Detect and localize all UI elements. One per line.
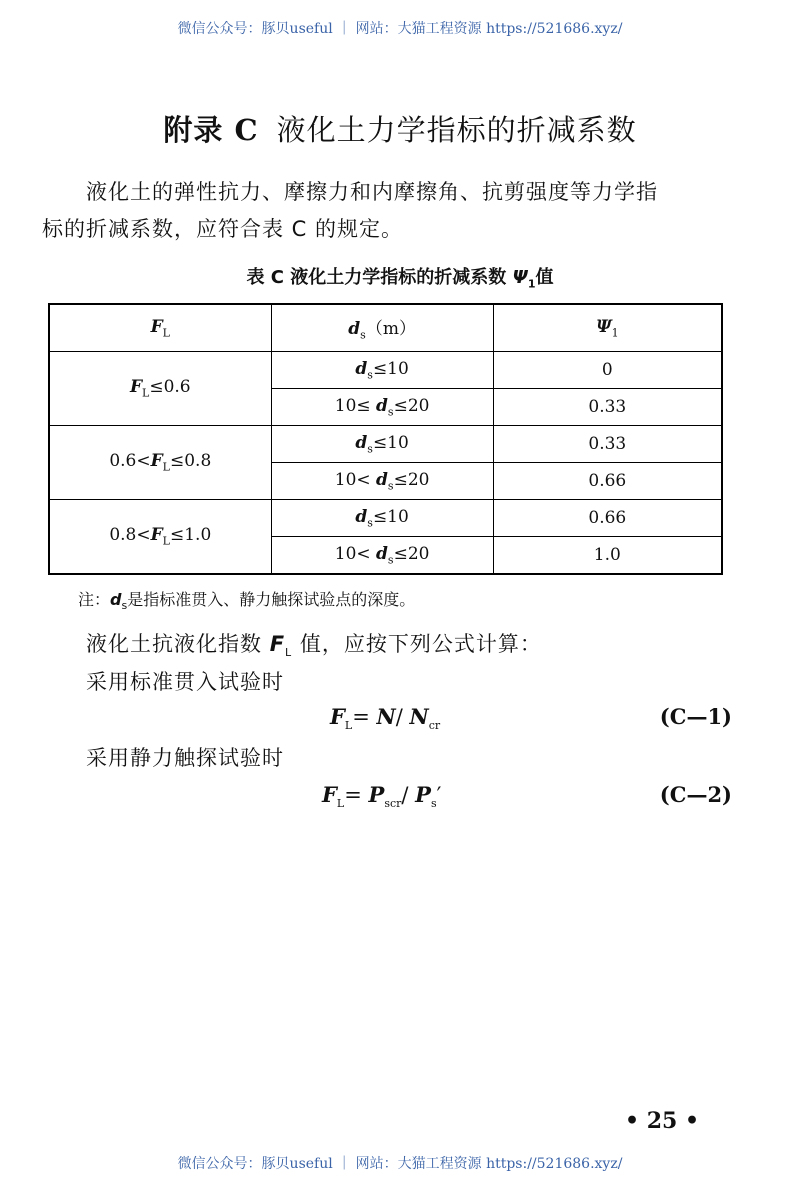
text-segment: ≤20: [393, 395, 430, 416]
text-segment: F: [150, 525, 163, 546]
equation-number-c2: (C—2): [659, 782, 732, 807]
header-ds: [271, 304, 493, 352]
text-segment: /: [401, 783, 416, 807]
intro-line-1: 液化土的弹性抗力、摩擦力和内摩擦角、抗剪强度等力学指: [86, 180, 658, 204]
text-segment: d: [376, 469, 388, 490]
text-segment: cr: [428, 719, 441, 733]
text-segment: =: [344, 783, 369, 807]
text-segment: ≤10: [372, 358, 409, 379]
header-fl: [49, 304, 271, 352]
text-segment: Ψ: [596, 316, 612, 337]
depth-range-cell: [271, 389, 493, 426]
text-segment: L: [162, 534, 170, 548]
fl-range-cell: [49, 426, 271, 500]
text-segment: ≤20: [393, 469, 430, 490]
psi-value-cell: 0.66: [493, 500, 722, 537]
psi-value-cell: 1.0: [493, 537, 722, 575]
text-segment: ≤20: [393, 543, 430, 564]
table-header-row: [49, 304, 722, 352]
fl-range-cell: [49, 500, 271, 575]
table-note: [78, 587, 415, 612]
appendix-title-text: 液化土力学指标的折减系数: [276, 113, 637, 147]
page-number: • 25 •: [625, 1108, 700, 1134]
table-row: [49, 500, 722, 537]
caption-sub: 1: [527, 277, 536, 291]
watermark-bottom: 微信公众号：豚贝useful ｜ 网站：大猫工程资源 https://521686.xyz/: [177, 1156, 623, 1172]
text-segment: d: [355, 432, 368, 453]
text-segment: N: [409, 704, 429, 729]
text-segment: 10<: [334, 543, 377, 564]
text-segment: 注：: [78, 590, 111, 609]
equation-number-c1: (C—1): [659, 704, 732, 729]
psi-value-cell: 0.33: [493, 426, 722, 463]
text-segment: ′: [436, 783, 442, 807]
text-segment: 是指标准贯入、静力触探试验点的深度。: [127, 590, 416, 609]
text-segment: ≤1.0: [169, 525, 212, 546]
text-segment: /: [395, 705, 410, 729]
text-segment: F: [150, 451, 163, 472]
text-segment: s: [360, 328, 366, 342]
text-segment: 0.6<: [109, 451, 151, 472]
text-segment: L: [162, 326, 170, 340]
text-segment: L: [285, 646, 293, 660]
intro-line-2: 标的折减系数，应符合表 C 的规定。: [42, 217, 404, 241]
text-segment: ≤0.6: [149, 377, 191, 398]
text-segment: s: [430, 797, 437, 811]
formula-c2: [322, 782, 441, 810]
depth-range-cell: [271, 426, 493, 463]
caption-post: 值: [535, 267, 554, 288]
text-segment: L: [344, 719, 353, 733]
cpt-line: 采用静力触探试验时: [86, 746, 284, 770]
text-segment: ≤0.8: [169, 451, 212, 472]
text-segment: d: [355, 358, 368, 379]
text-segment: ≤10: [372, 432, 409, 453]
text-segment: 液化土抗液化指数: [86, 632, 270, 656]
text-segment: 值，应按下列公式计算：: [292, 632, 542, 656]
text-segment: F: [322, 782, 337, 807]
text-segment: =: [352, 705, 377, 729]
text-segment: F: [330, 704, 345, 729]
psi-value-cell: 0.33: [493, 389, 722, 426]
fl-range-cell: [49, 352, 271, 426]
header-psi: [493, 304, 722, 352]
text-segment: （m）: [365, 319, 416, 340]
text-segment: L: [336, 797, 345, 811]
table-row: [49, 352, 722, 389]
text-segment: s: [387, 553, 394, 567]
text-segment: 1: [611, 326, 619, 340]
text-segment: F: [150, 316, 163, 337]
appendix-title: [0, 108, 800, 149]
formula-c1: [330, 704, 440, 732]
text-segment: scr: [384, 797, 402, 811]
depth-range-cell: [271, 463, 493, 500]
text-segment: 10≤: [334, 395, 377, 416]
psi-value-cell: 0.66: [493, 463, 722, 500]
spt-line: 采用标准贯入试验时: [86, 670, 284, 694]
text-segment: 10<: [334, 469, 377, 490]
caption-var: Ψ: [512, 267, 528, 288]
depth-range-cell: [271, 352, 493, 389]
table-caption: [0, 263, 800, 291]
text-segment: d: [376, 395, 388, 416]
text-segment: s: [387, 479, 394, 493]
depth-range-cell: [271, 500, 493, 537]
text-segment: L: [162, 460, 170, 474]
watermark-top: 微信公众号：豚贝useful ｜ 网站：大猫工程资源 https://521686.xyz/: [177, 21, 623, 37]
text-segment: ≤10: [372, 506, 409, 527]
table-row: [49, 426, 722, 463]
text-segment: N: [376, 704, 396, 729]
caption-text: 表 C 液化土力学指标的折减系数: [246, 267, 507, 288]
text-segment: s: [387, 405, 394, 419]
intro-paragraph: [42, 174, 736, 248]
reduction-factor-table: [48, 303, 723, 575]
text-segment: s: [121, 599, 128, 613]
text-segment: P: [415, 782, 431, 807]
depth-range-cell: [271, 537, 493, 575]
text-segment: F: [129, 377, 143, 398]
text-segment: F: [269, 632, 286, 656]
text-segment: d: [348, 319, 361, 340]
text-segment: 0.8<: [109, 525, 151, 546]
text-segment: s: [367, 516, 373, 530]
psi-value-cell: 0: [493, 352, 722, 389]
text-segment: d: [355, 506, 368, 527]
text-segment: s: [367, 368, 373, 382]
text-segment: s: [367, 442, 373, 456]
appendix-label: 附录 C: [163, 113, 259, 147]
text-segment: d: [110, 590, 122, 609]
text-segment: L: [142, 386, 150, 400]
text-segment: P: [368, 782, 385, 807]
text-segment: d: [376, 543, 388, 564]
